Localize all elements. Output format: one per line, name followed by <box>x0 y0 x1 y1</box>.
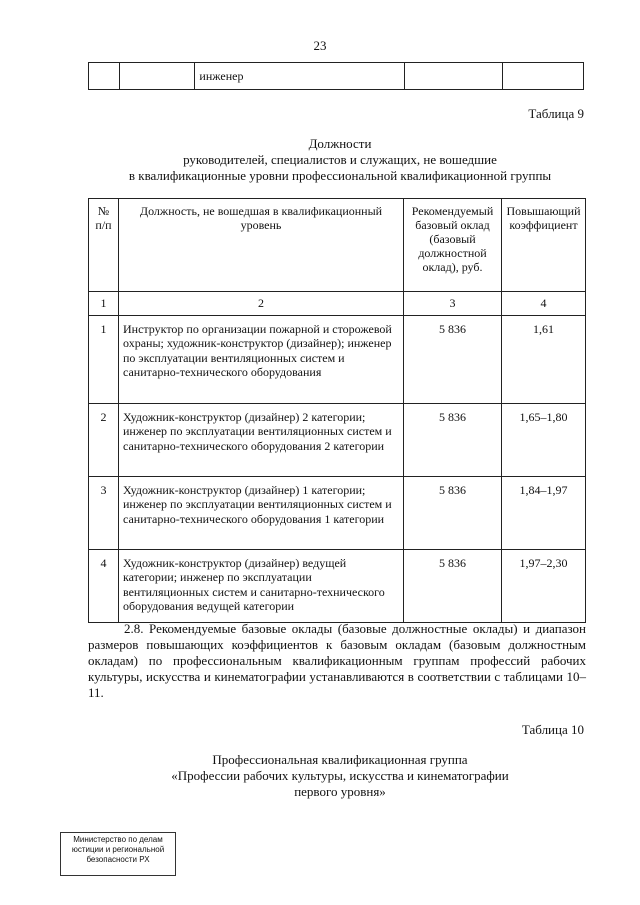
continued-table <box>88 62 584 90</box>
row-coefficient: 1,97–2,30 <box>502 549 586 622</box>
row-number: 4 <box>89 549 119 622</box>
page-number: 23 <box>313 38 327 53</box>
table-cell <box>405 63 502 90</box>
column-number: 3 <box>404 292 502 316</box>
row-number: 1 <box>89 315 119 403</box>
row-salary: 5 836 <box>404 403 502 476</box>
row-salary: 5 836 <box>404 315 502 403</box>
row-number: 2 <box>89 403 119 476</box>
table-row <box>89 63 584 90</box>
title-line: Должности <box>308 136 372 151</box>
title-line: «Профессии рабочих культуры, искусства и кинематографии <box>171 768 509 783</box>
column-number: 4 <box>502 292 586 316</box>
table-row <box>89 403 586 476</box>
table-10-caption: Таблица 10 <box>521 722 584 737</box>
column-number: 2 <box>119 292 404 316</box>
ministry-stamp <box>60 832 176 876</box>
row-coefficient: 1,84–1,97 <box>502 476 586 549</box>
title-line: первого уровня» <box>294 784 386 799</box>
column-number-row <box>89 292 586 316</box>
table-row <box>89 476 586 549</box>
title-line: в квалификационные уровни профессиональной квалификационной группы <box>128 168 552 183</box>
row-coefficient: 1,65–1,80 <box>502 403 586 476</box>
title-line: руководителей, специалистов и служащих, не вошедшие <box>183 152 497 167</box>
table-cell <box>89 63 120 90</box>
header-number: № п/п <box>89 199 119 292</box>
header-coefficient: Повышающий коэффициент <box>502 199 586 292</box>
table-cell <box>502 63 583 90</box>
row-number: 3 <box>89 476 119 549</box>
table-cell <box>120 63 195 90</box>
table-10-title <box>100 752 580 800</box>
table-row <box>89 315 586 403</box>
row-coefficient: 1,61 <box>502 315 586 403</box>
stamp-line: безопасности РХ <box>86 855 150 864</box>
header-position: Должность, не вошедшая в квалификационный уровень <box>119 199 404 292</box>
stamp-line: юстиции и региональной <box>71 845 165 854</box>
table-row <box>89 549 586 622</box>
stamp-line: Министерство по делам <box>73 835 163 844</box>
body-paragraph: 2.8. Рекомендуемые базовые оклады (базовые должностные оклады) и диапазон размеров повышающих коэффициентов к базовым окладам (базовым должностным окладам) по профессиональным квалификационным группам профессий рабочих культуры, искусства и кинематографии устанавливаются в соответствии с таблицами 10–11. <box>88 621 586 700</box>
column-number: 1 <box>89 292 119 316</box>
row-position: Инструктор по организации пожарной и сторожевой охраны; художник-конструктор (дизайнер); инженер по эксплуатации вентиляционных систем и санитарно-технического оборудования <box>119 315 404 403</box>
table-cell: инженер <box>195 63 405 90</box>
title-line: Профессиональная квалификационная группа <box>212 752 468 767</box>
header-salary: Рекомендуемый базовый оклад (базовый должностной оклад), руб. <box>404 199 502 292</box>
row-position: Художник-конструктор (дизайнер) ведущей категории; инженер по эксплуатации вентиляционных систем и санитарно-технического оборудования ведущей категории <box>119 549 404 622</box>
table-9-title <box>100 136 580 184</box>
table-header-row <box>89 199 586 292</box>
row-salary: 5 836 <box>404 549 502 622</box>
table-9 <box>88 198 586 623</box>
row-salary: 5 836 <box>404 476 502 549</box>
row-position: Художник-конструктор (дизайнер) 1 категории; инженер по эксплуатации вентиляционных систем и санитарно-технического оборудования 1 категории <box>119 476 404 549</box>
table-9-caption: Таблица 9 <box>528 106 584 121</box>
row-position: Художник-конструктор (дизайнер) 2 категории; инженер по эксплуатации вентиляционных систем и санитарно-технического оборудования 2 категории <box>119 403 404 476</box>
